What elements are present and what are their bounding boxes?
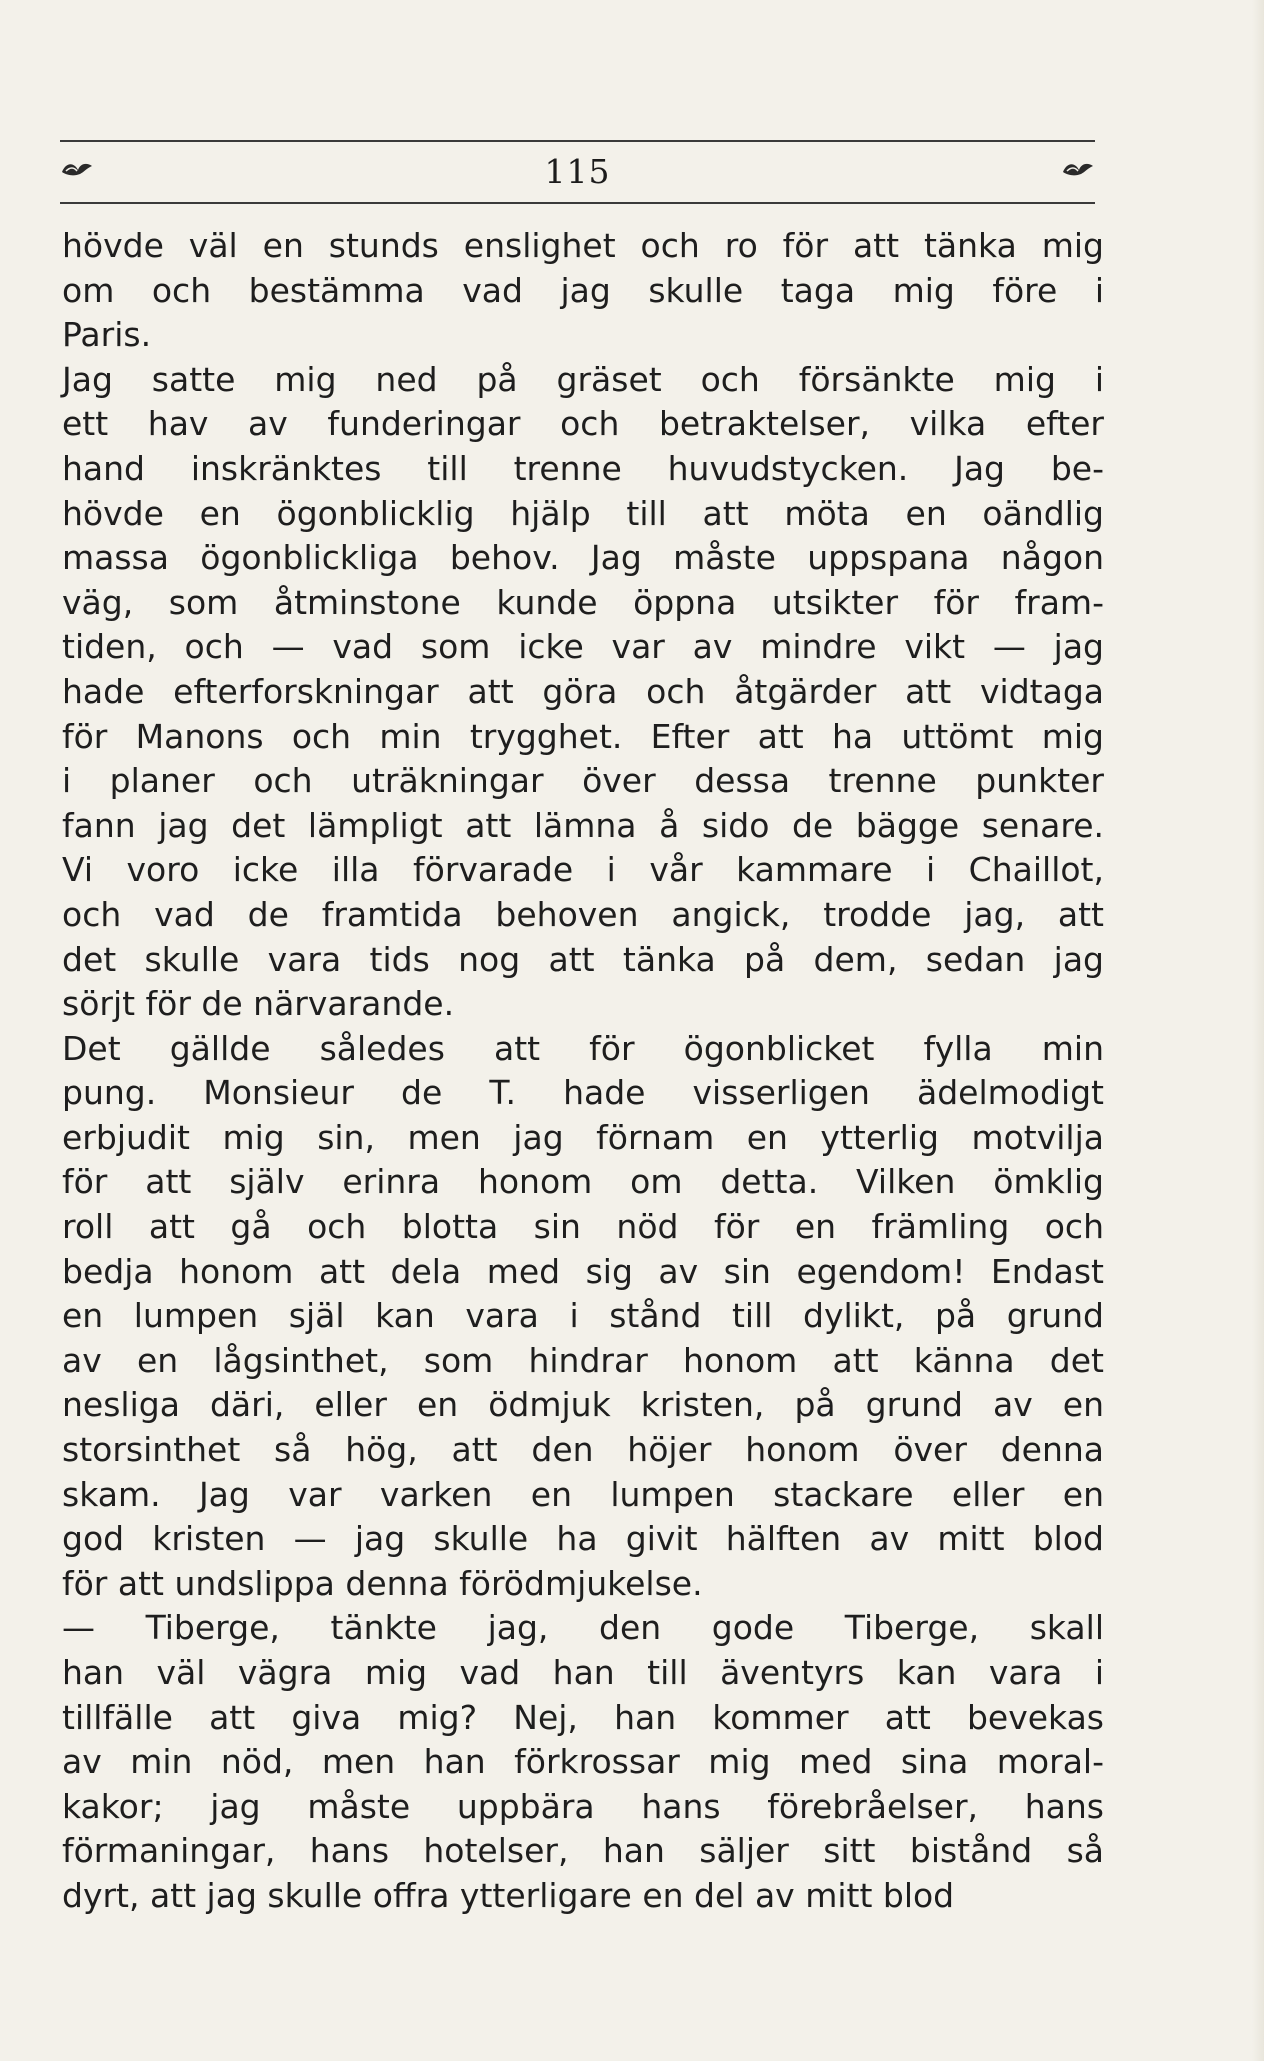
text-line: av min nöd, men han förkrossar mig med sina moral- [62, 1742, 1104, 1782]
text-line: av en lågsinthet, som hindrar honom att känna det [62, 1340, 1104, 1380]
running-header [60, 140, 1095, 206]
page-number: 115 [544, 152, 611, 191]
header-rule-top [60, 140, 1095, 142]
text-line: nesliga däri, eller en ödmjuk kristen, på grund av en [62, 1385, 1104, 1425]
text-line: och vad de framtida behoven angick, trodde jag, att [62, 894, 1104, 934]
text-line: god kristen — jag skulle ha givit hälften av mitt blod [62, 1519, 1104, 1559]
text-line: — Tiberge, tänkte jag, den gode Tiberge, skall [62, 1608, 1104, 1648]
text-line: en lumpen själ kan vara i stånd till dylikt, på grund [62, 1296, 1104, 1336]
text-line: hövde en ögonblicklig hjälp till att möta en oändlig [62, 493, 1104, 533]
text-line: för att undslippa denna förödmjukelse. [62, 1563, 703, 1603]
text-line: Jag satte mig ned på gräset och försänkte mig i [62, 359, 1104, 399]
text-line: för Manons och min trygghet. Efter att ha uttömt mig [62, 716, 1104, 756]
text-line: Vi voro icke illa förvarade i vår kammare i Chaillot, [62, 850, 1104, 890]
text-line: sörjt för de närvarande. [62, 984, 455, 1024]
leaf-ornament-icon [1061, 158, 1095, 178]
page-edge [1252, 0, 1264, 2061]
text-line: erbjudit mig sin, men jag förnam en ytterlig motvilja [62, 1117, 1104, 1157]
text-line: dyrt, att jag skulle offra ytterligare en del av mitt blod [62, 1875, 955, 1915]
text-line: i planer och uträkningar över dessa trenne punkter [62, 761, 1104, 801]
text-line: väg, som åtminstone kunde öppna utsikter för fram- [62, 582, 1104, 622]
text-line: förmaningar, hans hotelser, han säljer sitt bistånd så [62, 1831, 1104, 1871]
text-line: hövde väl en stunds enslighet och ro för att tänka mig [62, 226, 1104, 265]
text-line: storsinthet så hög, att den höjer honom över denna [62, 1430, 1104, 1470]
text-line: tillfälle att giva mig? Nej, han kommer att bevekas [62, 1697, 1104, 1737]
text-line: hade efterforskningar att göra och åtgärder att vidtaga [62, 671, 1104, 711]
text-line: roll att gå och blotta sin nöd för en främling och [62, 1207, 1104, 1247]
text-line: det skulle vara tids nog att tänka på dem, sedan jag [62, 939, 1104, 979]
text-line: för att själv erinra honom om detta. Vilken ömklig [62, 1162, 1104, 1202]
text-line: ett hav av funderingar och betraktelser, vilka efter [62, 404, 1104, 444]
text-line: tiden, och — vad som icke var av mindre vikt — jag [62, 627, 1104, 667]
text-line: om och bestämma vad jag skulle taga mig före i [62, 270, 1104, 310]
text-line: Paris. [62, 315, 152, 355]
text-line: kakor; jag måste uppbära hans förebråelser, hans [62, 1786, 1104, 1826]
text-line: massa ögonblickliga behov. Jag måste uppspana någon [62, 538, 1104, 578]
text-line: bedja honom att dela med sig av sin egendom! Endast [62, 1251, 1104, 1291]
text-line: fann jag det lämpligt att lämna å sido de bägge senare. [62, 805, 1104, 845]
text-line: hand inskränktes till trenne huvudstycken. Jag be- [62, 448, 1104, 488]
text-line: skam. Jag var varken en lumpen stackare eller en [62, 1474, 1104, 1514]
text-line: pung. Monsieur de T. hade visserligen ädelmodigt [62, 1073, 1104, 1113]
body-text [62, 224, 1104, 1919]
text-line: Det gällde således att för ögonblicket fylla min [62, 1028, 1104, 1068]
text-line: han väl vägra mig vad han till äventyrs kan vara i [62, 1653, 1104, 1692]
header-rule-bottom [60, 202, 1095, 204]
